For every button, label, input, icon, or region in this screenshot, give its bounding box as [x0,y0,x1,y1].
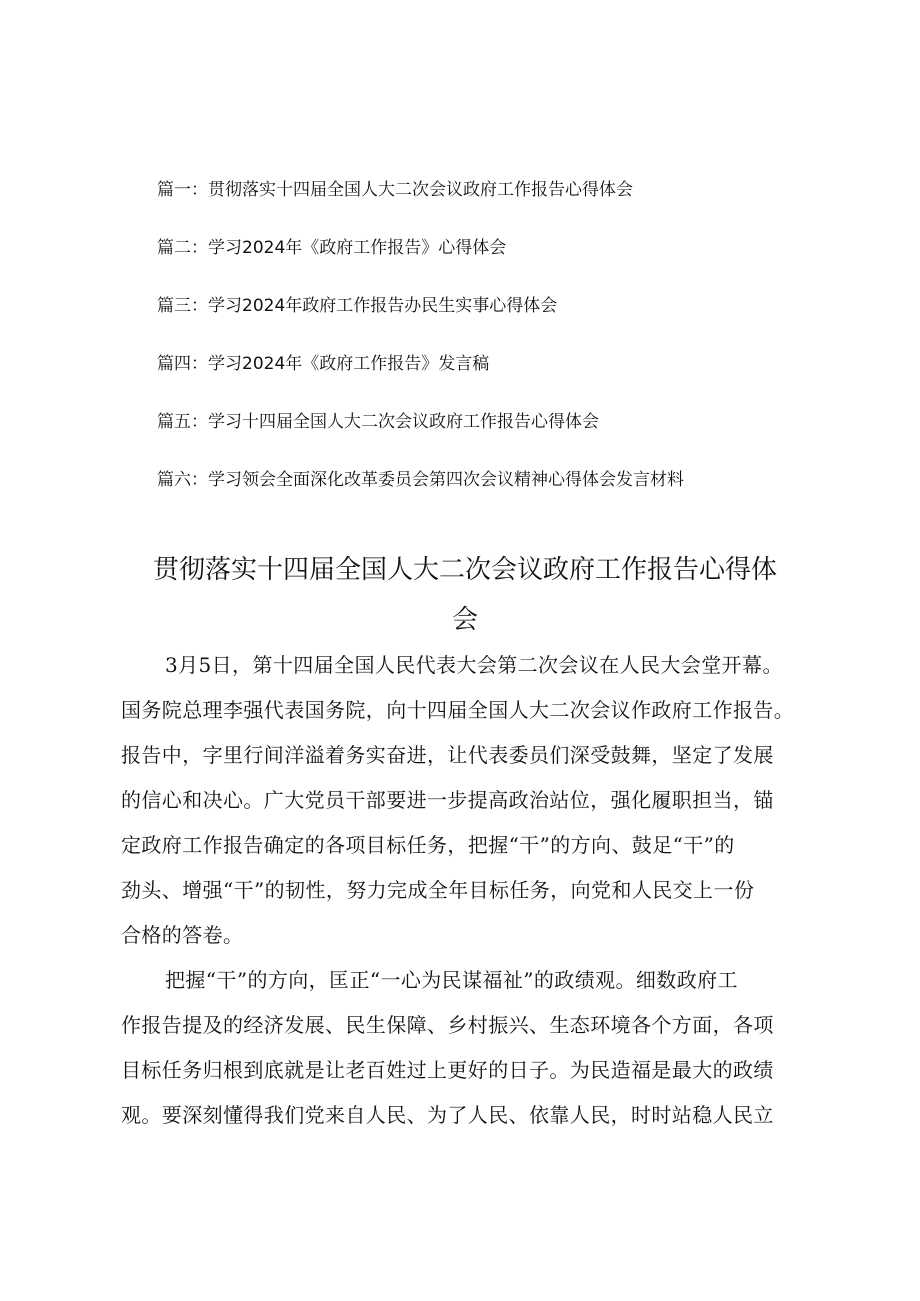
toc-item-4: 篇四：学习2024年《政府工作报告》发言稿 [157,354,490,374]
article-title-line-2: 会 [451,605,478,635]
paragraph-line: 观。要深刻懂得我们党来自人民、为了人民、依靠人民，时时站稳人民立 [121,1103,774,1127]
paragraph-line: 目标任务归根到底就是让老百姓过上更好的日子。为民造福是最大的政绩 [121,1058,774,1082]
toc-item-5: 篇五：学习十四届全国人大二次会议政府工作报告心得体会 [157,412,599,432]
table-of-contents [157,178,857,526]
paragraph-line: 国务院总理李强代表国务院，向十四届全国人大二次会议作政府工作报告。 [121,698,795,722]
paragraph-2 [121,958,811,1138]
toc-item-6: 篇六：学习领会全面深化改革委员会第四次会议精神心得体会发言材料 [157,470,684,490]
paragraph-line: 合格的答卷。 [121,923,244,947]
paragraph-line: 作报告提及的经济发展、民生保障、乡村振兴、生态环境各个方面，各项 [121,1013,774,1037]
paragraph-line: 的信心和决心。广大党员干部要进一步提高政治站位，强化履职担当，锚 [121,788,774,812]
paragraph-line: 把握“干”的方向，匡正“一心为民谋福祉”的政绩观。细数政府工 [165,968,738,992]
toc-item-2: 篇二：学习2024年《政府工作报告》心得体会 [157,238,507,258]
article-title-line-1: 贯彻落实十四届全国人大二次会议政府工作报告心得体 [152,555,777,585]
toc-item-3: 篇三：学习2024年政府工作报告办民生实事心得体会 [157,296,558,316]
toc-item-1: 篇一：贯彻落实十四届全国人大二次会议政府工作报告心得体会 [157,180,633,200]
paragraph-line: 定政府工作报告确定的各项目标任务，把握“干”的方向、鼓足“干”的 [121,833,735,857]
paragraph-line: 3月5日，第十四届全国人民代表大会第二次会议在人民大会堂开幕。 [165,653,783,677]
paragraph-line: 报告中，字里行间洋溢着务实奋进，让代表委员们深受鼓舞，坚定了发展 [121,743,774,767]
article-body [121,643,811,1138]
paragraph-line: 劲头、增强“干”的韧性，努力完成全年目标任务，向党和人民交上一份 [121,878,755,902]
paragraph-1 [121,643,811,958]
